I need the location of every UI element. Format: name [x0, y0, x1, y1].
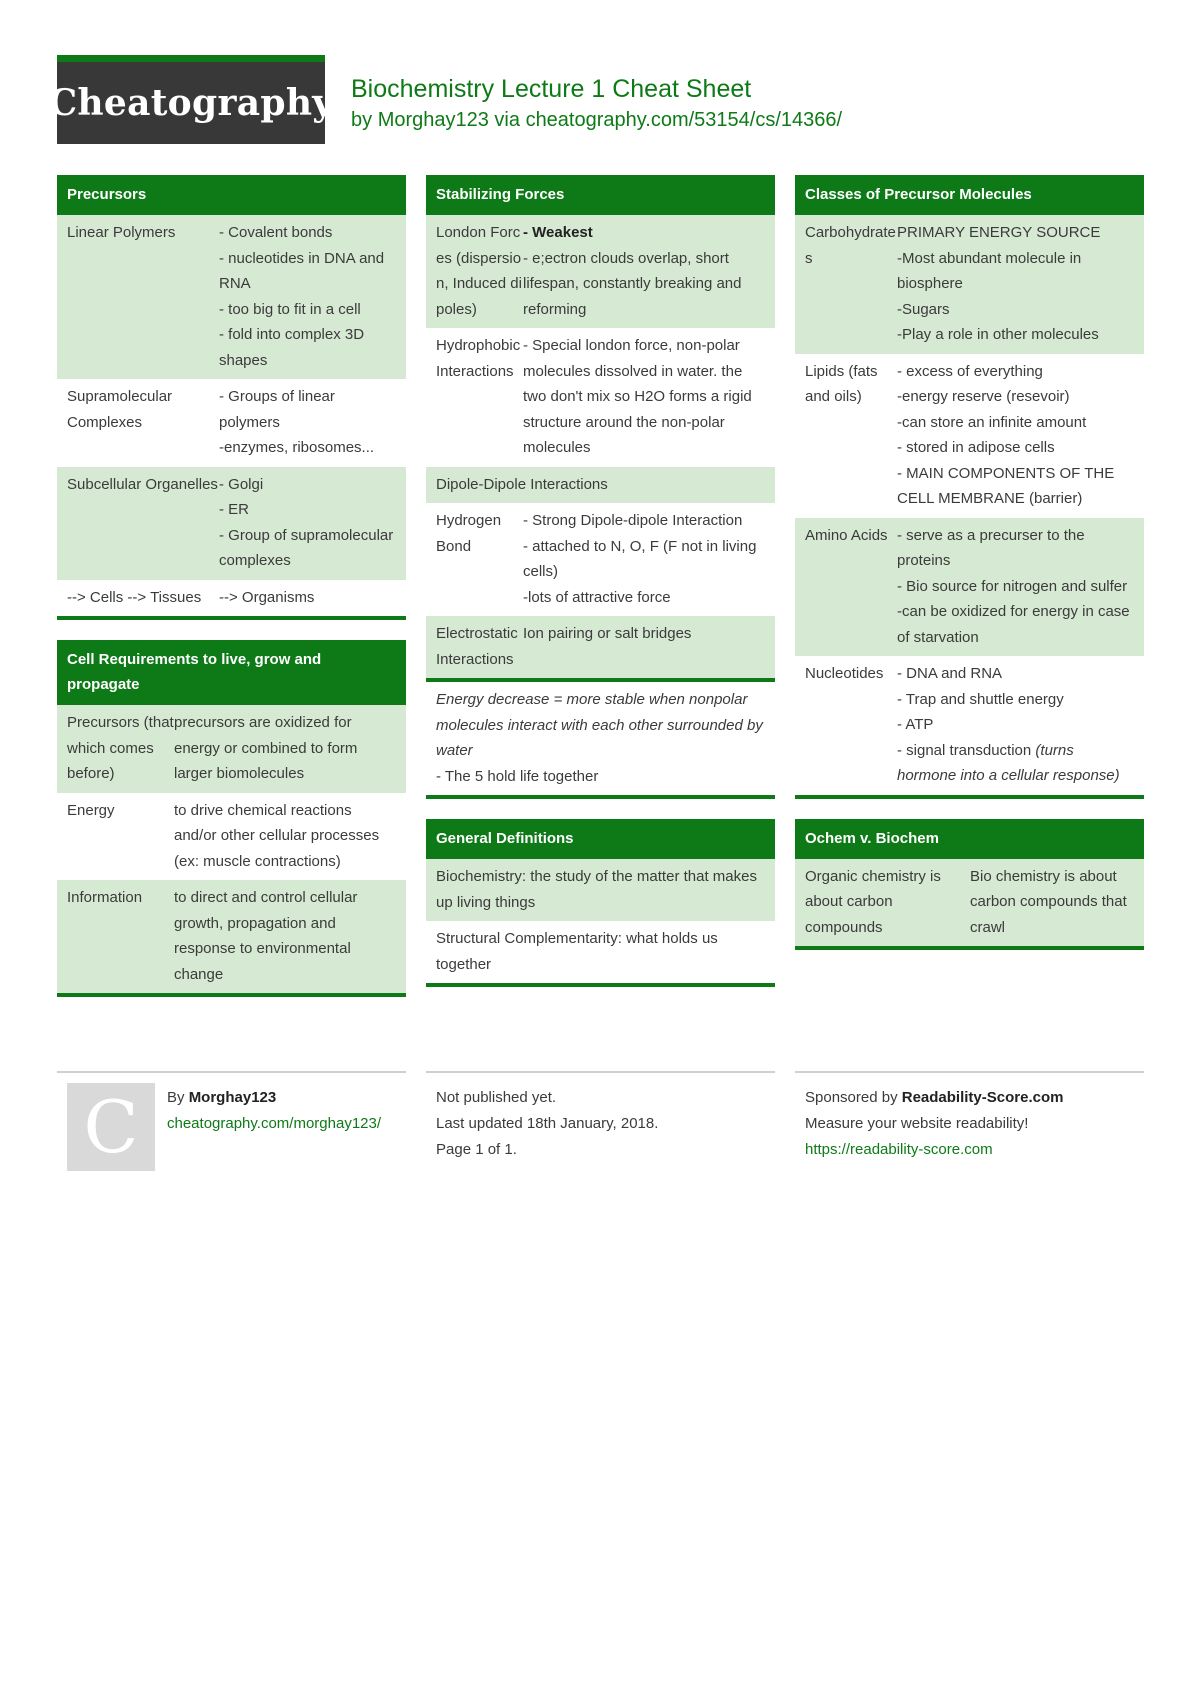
- table-row: Nucleotides - DNA and RNA - Trap and shuttle energy - ATP - signal transduction (turns hormone into a cellular response): [805, 665, 1120, 784]
- last-updated: Last updated 18th January, 2018.: [436, 1115, 659, 1132]
- column-2: [426, 175, 775, 1007]
- footer-author-name[interactable]: Morghay123: [188, 1089, 277, 1106]
- page-title: Biochemistry Lecture 1 Cheat Sheet: [351, 75, 752, 103]
- table-row: Hydrogen Bond - Strong Dipole-dipole Interaction - attached to N, O, F (F not in living cells) -lots of attractive force: [436, 512, 757, 606]
- footer-status: [426, 1071, 775, 1183]
- byline: by Morghay123 via cheatography.com/53154/cs/14366/: [351, 109, 843, 131]
- subheader: Dipole-Dipole Interactions: [426, 467, 775, 504]
- author-profile-link[interactable]: cheatography.com/morghay123/: [167, 1115, 382, 1132]
- column-3: [795, 175, 1144, 970]
- avatar[interactable]: C: [67, 1083, 155, 1171]
- precursors-section: [57, 175, 406, 620]
- publish-status: Not published yet.: [436, 1089, 557, 1106]
- section-title: Cell Requirements to live, grow and propagate: [57, 640, 406, 705]
- sponsor-tagline: Measure your website readability!: [805, 1115, 1029, 1132]
- section-title: General Definitions: [426, 819, 775, 859]
- ochem-vs-biochem-section: [795, 819, 1144, 951]
- table-row: Carbohydrates PRIMARY ENERGY SOURCE -Most abundant molecule in biosphere -Sugars -Play a role in other molecules: [795, 215, 1144, 354]
- general-definitions-section: [426, 819, 775, 987]
- section-title: Precursors: [57, 175, 406, 215]
- table-row: Linear Polymers - Covalent bonds - nucleotides in DNA and RNA - too big to fit in a cell - fold into complex 3D shapes: [57, 215, 406, 379]
- table-row: Supramolecular Complexes - Groups of linear polymers -enzymes, ribosomes...: [67, 388, 375, 456]
- table-row: Energy to drive chemical reactions and/or other cellular processes (ex: muscle contractions): [67, 801, 380, 870]
- table-row: --> Cells --> Tissues --> Organisms: [67, 588, 315, 606]
- sponsor-name[interactable]: Readability-Score.com: [901, 1089, 1064, 1106]
- cheatography-logo[interactable]: [48, 55, 334, 144]
- table-row: London Forces (dispersion, Induced dipoles) - Weakest - e;ectron clouds overlap, short lifespan, constantly breaking and reforming: [426, 215, 775, 328]
- page-number: Page 1 of 1.: [436, 1141, 517, 1158]
- table-row: Information to direct and control cellular growth, propagation and response to environmental change: [57, 880, 406, 993]
- footer-sponsor: Sponsored by Readability-Score.com Measure your website readability! https://readability-score.com: [795, 1071, 1144, 1183]
- section-title: Ochem v. Biochem: [795, 819, 1144, 859]
- table-row: Organic chemistry is about carbon compounds Bio chemistry is about carbon compounds that crawl: [795, 859, 1144, 947]
- table-row: Electrostatic Interactions Ion pairing or salt bridges: [426, 616, 775, 678]
- table-row: Hydrophobic Interactions - Special london force, non-polar molecules dissolved in water. the two don't mix so H2O forms a rigid structure around the non-polar molecules: [436, 337, 752, 456]
- table-row: Amino Acids - serve as a precurser to the proteins - Bio source for nitrogen and sulfer -can be oxidized for energy in case of starvation: [795, 518, 1144, 657]
- header: [351, 74, 842, 135]
- table-row: Subcellular Organelles - Golgi - ER - Group of supramolecular complexes: [57, 467, 406, 580]
- logo-text: Cheatography: [48, 82, 334, 124]
- section-title: Stabilizing Forces: [426, 175, 775, 215]
- section-note: Energy decrease = more stable when nonpolar molecules interact with each other surrounded by water - The 5 hold life together: [426, 678, 775, 795]
- section-title: Classes of Precursor Molecules: [795, 175, 1144, 215]
- cell-requirements-section: [57, 640, 406, 997]
- list-item: Biochemistry: the study of the matter that makes up living things: [426, 859, 775, 921]
- footer-author: C By Morghay123 cheatography.com/morghay123/: [57, 1071, 406, 1183]
- stabilizing-forces-section: [426, 175, 775, 799]
- table-row: Lipids (fats and oils) - excess of everything -energy reserve (resevoir) -can store an infinite amount - stored in adipose cells - MAIN COMPONENTS OF THE CELL MEMBRANE (barrier): [805, 362, 1115, 507]
- sponsor-link[interactable]: https://readability-score.com: [805, 1141, 993, 1158]
- sheet-url-link[interactable]: cheatography.com/53154/cs/14366/: [525, 109, 843, 131]
- column-1: [57, 175, 406, 1017]
- list-item: Structural Complementarity: what holds us together: [436, 930, 718, 973]
- table-row: Precursors (that which comes before) precursors are oxidized for energy or combined to form larger biomolecules: [57, 705, 406, 793]
- precursor-classes-section: [795, 175, 1144, 799]
- author-link[interactable]: Morghay123: [377, 109, 489, 131]
